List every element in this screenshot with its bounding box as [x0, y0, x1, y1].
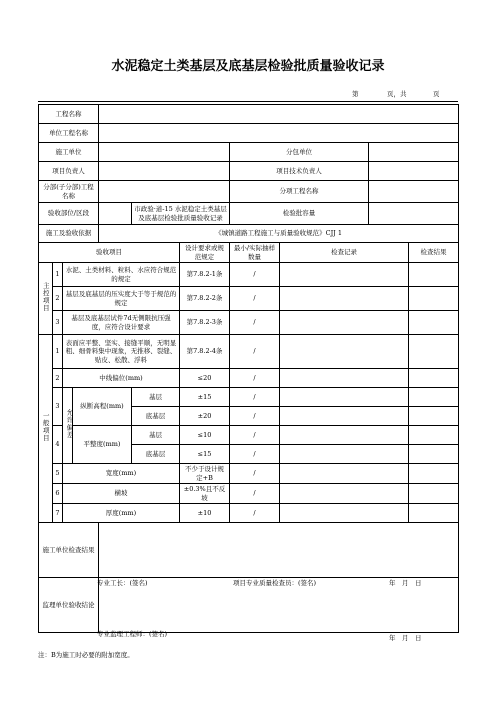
subcontract-unit-label: 分包单位 [230, 143, 369, 162]
main-control-label: 主控项目 [41, 282, 50, 313]
general-item-req: ≤15 [180, 445, 230, 464]
general-item-record[interactable] [280, 369, 409, 388]
main-item-result[interactable] [409, 263, 459, 287]
record-code: 市政验·道-15 水泥稳定土类基层及底基层检验批质量验收记录 [132, 203, 230, 225]
unit-project-label: 单位工程名称 [39, 124, 99, 143]
flatness-group-label: 平整度(mm) [73, 426, 132, 464]
general-item-req: 第7.8.2-4条 [180, 335, 230, 369]
general-item-text: 横坡 [63, 484, 180, 504]
main-item-result[interactable] [409, 287, 459, 311]
general-item-result[interactable] [409, 445, 459, 464]
general-item-record[interactable] [280, 426, 409, 445]
general-item-record[interactable] [280, 388, 409, 407]
general-item-sample: / [230, 388, 280, 407]
header-rule [38, 101, 458, 102]
general-item-no: 7 [53, 504, 63, 523]
general-item-sample: / [230, 426, 280, 445]
general-item-sample: / [230, 484, 280, 504]
general-item-text: 宽度(mm) [63, 464, 180, 484]
acceptance-record-table [38, 104, 459, 633]
main-item-result[interactable] [409, 311, 459, 335]
general-item-req: ≤10 [180, 426, 230, 445]
general-item-no: 6 [53, 484, 63, 504]
col-result-header: 检查结果 [409, 243, 459, 263]
col-design-header: 设计要求或规范规定 [180, 243, 230, 263]
construction-check-label: 施工单位检查结果 [39, 523, 99, 578]
technical-lead-value[interactable] [369, 162, 459, 181]
general-sub-text: 底基层 [132, 407, 180, 426]
general-item-text: 中线偏位(mm) [63, 369, 180, 388]
main-item-no: 3 [53, 311, 63, 335]
col-record-header: 检查记录 [280, 243, 409, 263]
page-number-label: 第 [352, 90, 359, 98]
general-item-result[interactable] [409, 464, 459, 484]
general-item-result[interactable] [409, 484, 459, 504]
general-items-label: 一般项目 [41, 412, 50, 443]
general-item-record[interactable] [280, 445, 409, 464]
project-manager-value[interactable] [99, 162, 230, 181]
general-item-no: 1 [53, 335, 63, 369]
acceptance-part-value[interactable] [99, 203, 132, 225]
footnote: 注：B为施工时必要的附加宽度。 [38, 651, 134, 659]
general-item-sample: / [230, 504, 280, 523]
main-item-no: 2 [53, 287, 63, 311]
batch-capacity-label: 检验批容量 [230, 203, 369, 225]
main-item-text: 基层及底基层试件7d无侧限抗压强度，应符合设计要求 [63, 311, 180, 335]
general-item-sample: / [230, 369, 280, 388]
general-item-record[interactable] [280, 407, 409, 426]
subitem-name-label: 分项工程名称 [230, 181, 369, 203]
general-item-no: 2 [53, 369, 63, 388]
general-item-result[interactable] [409, 388, 459, 407]
general-item-req: ±0.3%且不反坡 [180, 484, 230, 504]
main-item-no: 1 [53, 263, 63, 287]
basis-label: 施工及验收依据 [39, 225, 99, 243]
general-item-no: 5 [53, 464, 63, 484]
form-title: 水泥稳定土类基层及底基层检验批质量验收记录 [111, 59, 385, 74]
project-name-label: 工程名称 [39, 105, 99, 124]
general-item-sample: / [230, 445, 280, 464]
page-total-label: 页，共 [387, 90, 407, 98]
construction-date[interactable]: 年 月 日 [389, 579, 422, 587]
supervision-conclusion-label: 监理单位验收结论 [39, 578, 99, 633]
elevation-group-label: 纵断高程(mm) [73, 388, 132, 426]
general-item-result[interactable] [409, 369, 459, 388]
general-item-req: 不少于设计规定+B [180, 464, 230, 484]
subcontract-unit-value[interactable] [369, 143, 459, 162]
general-sub-text: 基层 [132, 426, 180, 445]
main-item-text: 基层及底基层的压实度大于等于规范的规定 [63, 287, 180, 311]
general-item-result[interactable] [409, 426, 459, 445]
general-item-result[interactable] [409, 407, 459, 426]
general-item-record[interactable] [280, 335, 409, 369]
general-item-record[interactable] [280, 464, 409, 484]
project-manager-label: 项目负责人 [39, 162, 99, 181]
general-item-text: 表面应平整、坚实、接缝平顺，无明显粗、细骨料集中现象，无推移、裂缝、贴皮、松散、浮料 [63, 335, 180, 369]
general-item-req: ±15 [180, 388, 230, 407]
main-item-text: 水泥、土类材料、粒料、水应符合规范的规定 [63, 263, 180, 287]
acceptance-part-label: 验收部位/区段 [39, 203, 99, 225]
basis-value: 《城镇道路工程施工与质量验收规范》CJJ 1 [99, 225, 459, 243]
main-item-sample: / [230, 311, 280, 335]
page-suffix-label: 页 [433, 90, 440, 98]
general-item-req: ±20 [180, 407, 230, 426]
general-item-req: ≤20 [180, 369, 230, 388]
main-item-sample: / [230, 263, 280, 287]
subitem-name-value[interactable] [369, 181, 459, 203]
general-item-record[interactable] [280, 504, 409, 523]
main-item-req: 第7.8.2-1条 [180, 263, 230, 287]
general-item-sample: / [230, 464, 280, 484]
general-sub-text: 底基层 [132, 445, 180, 464]
general-item-no: 4 [53, 426, 63, 464]
division-name-label: 分部(子分部)工程名称 [39, 181, 99, 203]
allowed-deviation-label: 允许偏差 [65, 409, 74, 440]
general-item-record[interactable] [280, 484, 409, 504]
main-item-record[interactable] [280, 287, 409, 311]
general-item-req: ±10 [180, 504, 230, 523]
general-sub-text: 基层 [132, 388, 180, 407]
general-item-no: 3 [53, 388, 63, 426]
general-item-sample: / [230, 407, 280, 426]
qc-inspector-signature[interactable]: 项目专业质量检查员：(签名) [233, 579, 317, 587]
general-item-sample: / [230, 335, 280, 369]
foreman-signature[interactable]: 专业工长：(签名) [97, 579, 148, 587]
project-name-value[interactable] [99, 105, 459, 124]
construction-check-area[interactable] [99, 523, 459, 578]
main-item-record[interactable] [280, 263, 409, 287]
general-item-result[interactable] [409, 504, 459, 523]
main-item-sample: / [230, 287, 280, 311]
col-sample-header: 最小/实际抽样数量 [230, 243, 280, 263]
technical-lead-label: 项目技术负责人 [230, 162, 369, 181]
supervision-date[interactable]: 年 月 日 [389, 634, 422, 642]
supervisor-signature[interactable]: 专业监理工程师：(签名) [97, 630, 168, 638]
main-item-req: 第7.8.2-3条 [180, 311, 230, 335]
unit-project-value[interactable] [99, 124, 459, 143]
division-name-value[interactable] [99, 181, 230, 203]
main-item-req: 第7.8.2-2条 [180, 287, 230, 311]
col-item-header: 验收项目 [39, 243, 180, 263]
general-item-text: 厚度(mm) [63, 504, 180, 523]
main-item-record[interactable] [280, 311, 409, 335]
batch-capacity-value[interactable] [369, 203, 459, 225]
construction-unit-label: 施工单位 [39, 143, 99, 162]
construction-unit-value[interactable] [99, 143, 230, 162]
general-item-result[interactable] [409, 335, 459, 369]
